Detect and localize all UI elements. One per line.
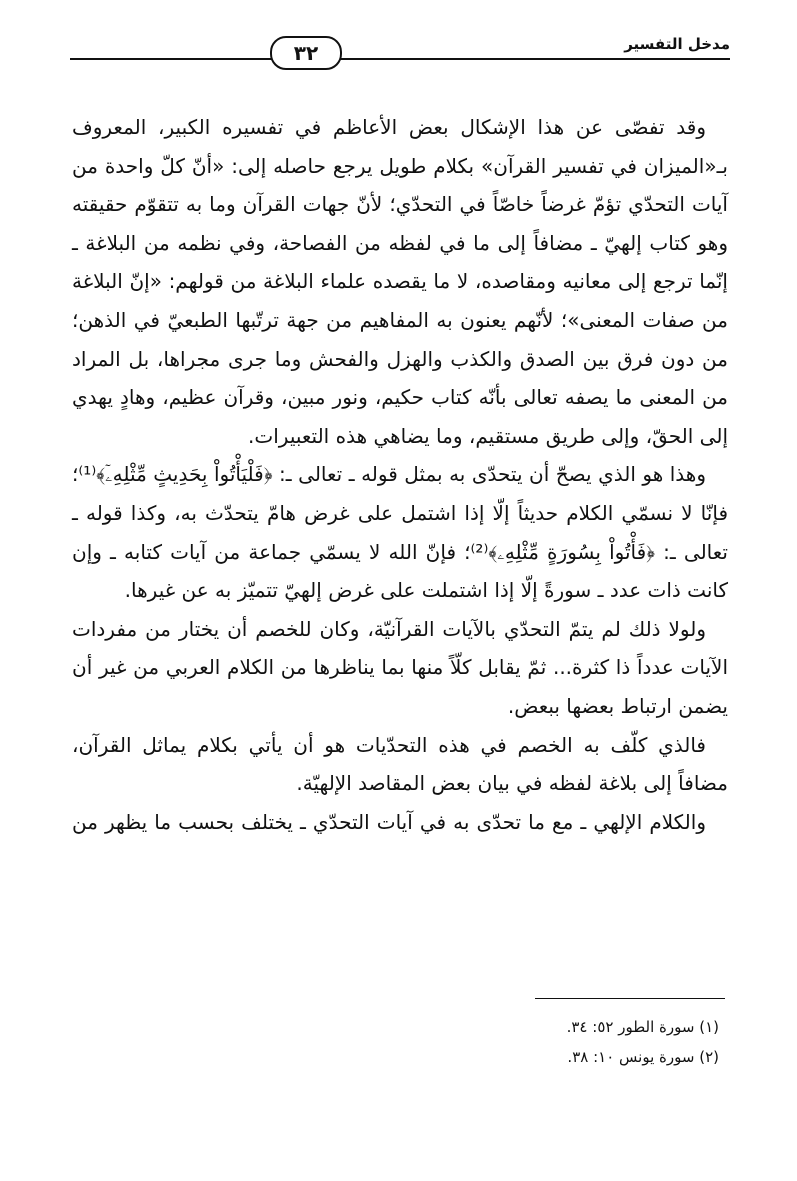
paragraph-2: وهذا هو الذي يصحّ أن يتحدّى به بمثل قوله ـ تعالى ـ: ﴿فَلْيَأْتُواْ بِحَدِيثٍ مِّثْلِهِۦٓ﴾⁽¹⁾؛ فإنّا لا نسمّي الكلام حديثاً إلّا إذا اشتمل على غرض هامّ يتحدّث به، وكذا قوله ـ تعالى ـ: ﴿فَأْتُواْ بِسُورَةٍ مِّثْلِهِۦ﴾⁽²⁾؛ فإنّ الله لا يسمّي جماعة من آيات كتابه ـ وإن كانت ذات عدد ـ سورةً إلّا إذا اشتملت على غرض إلهيّ تتميّز به عن غيرها. (72, 462, 728, 603)
footnote-2: (٢) سورة يونس ١٠: ٣٨. (567, 1048, 719, 1066)
footnote-rule (535, 998, 725, 999)
paragraph-4: فالذي كلّف به الخصم في هذه التحدّيات هو أن يأتي بكلام يماثل القرآن، مضافاً إلى بلاغة لفظه في بيان بعض المقاصد الإلهيّة. (72, 732, 728, 796)
footnotes (79, 1012, 719, 1072)
page-number: ٣٢ (270, 36, 342, 70)
paragraph-3: ولولا ذلك لم يتمّ التحدّي بالآيات القرآنيّة، وكان للخصم أن يختار من مفردات الآيات عدداً ذا كثرة... ثمّ يقابل كلّاً منها بما يناظرها من الكلام العربي من غير أن يضمن ارتباط بعضها ببعض. (72, 616, 728, 718)
running-title: مدخل التفسير (616, 34, 730, 54)
header-rule (70, 58, 730, 60)
body-text (72, 108, 728, 841)
footnote-1: (١) سورة الطور ٥٢: ٣٤. (566, 1018, 719, 1036)
paragraph-5: والكلام الإلهي ـ مع ما تحدّى به في آيات التحدّي ـ يختلف بحسب ما يظهر من (72, 809, 706, 834)
page-header (70, 30, 730, 70)
paragraph-1: وقد تفصّى عن هذا الإشكال بعض الأعاظم في تفسيره الكبير، المعروف بـ«الميزان في تفسير القرآن» بكلام طويل يرجع حاصله إلى: «أنّ كلّ واحدة من آيات التحدّي تؤمّ غرضاً خاصّاً في التحدّي؛ لأنّ جهات القرآن وما به تتقوّم حقيقته وهو كتاب إلهيّ ـ مضافاً إلى ما في لفظه من الفصاحة، وفي نظمه من البلاغة ـ إنّما ترجع إلى معانيه ومقاصده، لا ما يقصده علماء البلاغة من قولهم: «إنّ البلاغة من صفات المعنى»؛ لأنّهم يعنون به المفاهيم من جهة ترتّبها الطبعيّ في الذهن؛ من دون فرق بين الصدق والكذب والهزل والفحش وما جرى مجراها، بل المراد من المعنى ما يصفه تعالى بأنّه كتاب حكيم، ونور مبين، وقرآن عظيم، وهادٍ يهدي إلى الحقّ، وإلى طريق مستقيم، وما يضاهي هذه التعبيرات. (72, 115, 728, 448)
